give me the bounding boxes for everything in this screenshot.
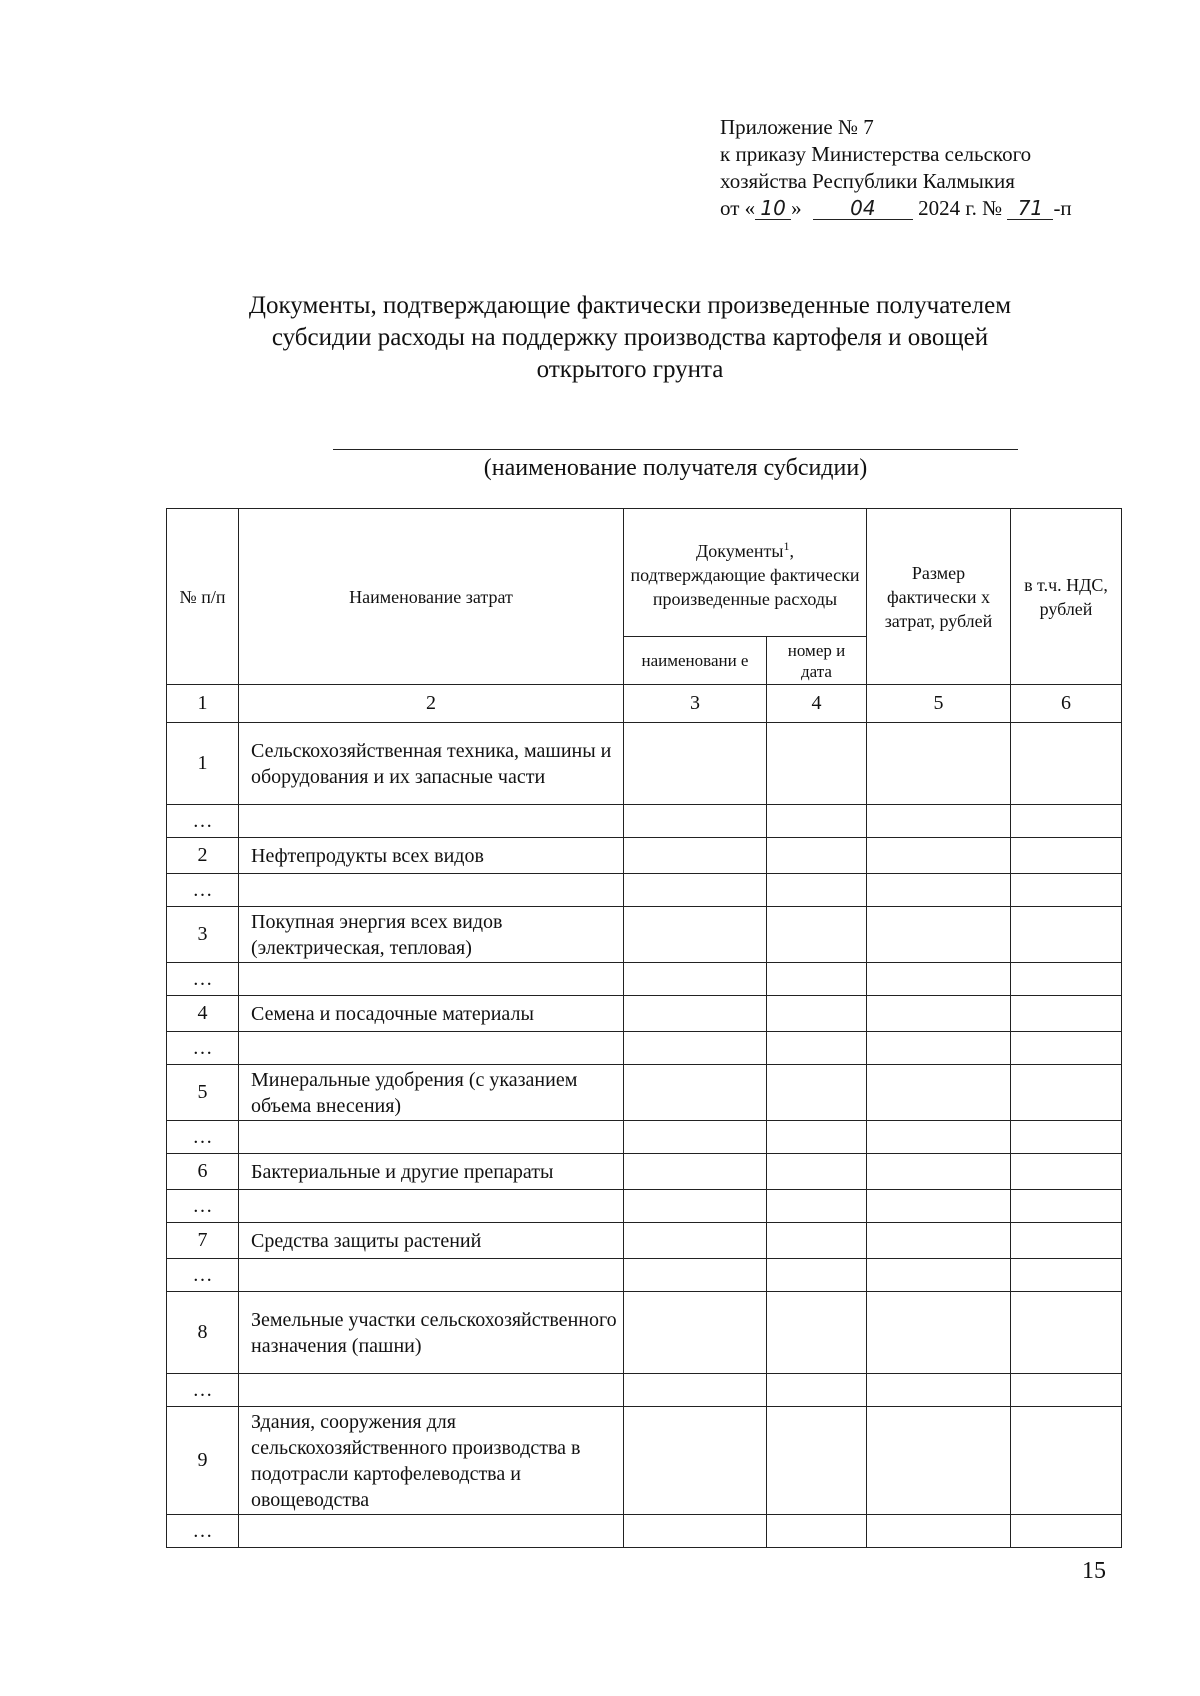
appendix-title: Приложение № 7 <box>720 115 874 139</box>
table-row <box>167 1259 1122 1292</box>
amount-cell[interactable] <box>867 1292 1011 1374</box>
table-row <box>167 1032 1122 1065</box>
table-header-row <box>167 509 1122 637</box>
doc-number-cell[interactable] <box>767 1065 867 1121</box>
doc-name-cell[interactable] <box>624 838 767 874</box>
table-row <box>167 1154 1122 1190</box>
row-number: 4 <box>167 996 239 1032</box>
amount-cell[interactable] <box>867 1190 1011 1223</box>
amount-cell[interactable] <box>867 1121 1011 1154</box>
order-suffix: -п <box>1053 196 1072 220</box>
doc-name-cell[interactable] <box>624 1407 767 1515</box>
row-number: … <box>167 1121 239 1154</box>
vat-cell[interactable] <box>1011 1032 1122 1065</box>
vat-cell[interactable] <box>1011 1515 1122 1548</box>
header-name: Наименование затрат <box>239 509 624 685</box>
handwritten-day: 10 <box>755 197 791 220</box>
table-row <box>167 723 1122 805</box>
doc-name-cell[interactable] <box>624 874 767 907</box>
cost-name: Нефтепродукты всех видов <box>239 838 624 874</box>
recipient-name-line <box>333 449 1018 450</box>
table-row <box>167 838 1122 874</box>
row-number: 1 <box>167 723 239 805</box>
row-number: … <box>167 963 239 996</box>
table-row <box>167 1121 1122 1154</box>
column-number: 5 <box>867 685 1011 723</box>
row-number: 9 <box>167 1407 239 1515</box>
doc-number-cell[interactable] <box>767 1190 867 1223</box>
column-number: 1 <box>167 685 239 723</box>
vat-cell[interactable] <box>1011 1190 1122 1223</box>
doc-number-cell[interactable] <box>767 996 867 1032</box>
cost-name[interactable] <box>239 874 624 907</box>
doc-number-cell[interactable] <box>767 1515 867 1548</box>
title-line-1: Документы, подтверждающие фактически произведенные получателем <box>248 292 1012 319</box>
doc-name-cell[interactable] <box>624 1515 767 1548</box>
vat-cell[interactable] <box>1011 838 1122 874</box>
doc-name-cell[interactable] <box>624 1065 767 1121</box>
amount-cell[interactable] <box>867 874 1011 907</box>
doc-name-cell[interactable] <box>624 723 767 805</box>
header-doc-number: номер и дата <box>767 637 867 685</box>
header-documents-word: Документы <box>695 541 784 561</box>
cost-name[interactable] <box>239 1259 624 1292</box>
amount-cell[interactable] <box>867 1259 1011 1292</box>
table-row <box>167 963 1122 996</box>
vat-cell[interactable] <box>1011 1121 1122 1154</box>
doc-number-cell[interactable] <box>767 1407 867 1515</box>
handwritten-order-number: 71 <box>1007 197 1053 220</box>
cost-name: Бактериальные и другие препараты <box>239 1154 624 1190</box>
amount-cell[interactable] <box>867 723 1011 805</box>
document-title <box>130 290 1130 386</box>
vat-cell[interactable] <box>1011 1065 1122 1121</box>
doc-number-cell[interactable] <box>767 1032 867 1065</box>
doc-number-cell[interactable] <box>767 1374 867 1407</box>
doc-name-cell[interactable] <box>624 1374 767 1407</box>
table-row <box>167 1515 1122 1548</box>
title-line-3: открытого грунта <box>536 356 724 383</box>
doc-name-cell[interactable] <box>624 1154 767 1190</box>
row-number: 2 <box>167 838 239 874</box>
amount-cell[interactable] <box>867 1154 1011 1190</box>
row-number: … <box>167 1515 239 1548</box>
vat-cell[interactable] <box>1011 723 1122 805</box>
header-documents-rest: , подтверждающие фактически произведенные расходы <box>630 541 860 609</box>
cost-name[interactable] <box>239 1374 624 1407</box>
doc-name-cell[interactable] <box>624 1223 767 1259</box>
header-num: № п/п <box>167 509 239 685</box>
column-number: 2 <box>239 685 624 723</box>
table-row <box>167 805 1122 838</box>
column-number: 4 <box>767 685 867 723</box>
row-number: 6 <box>167 1154 239 1190</box>
vat-cell[interactable] <box>1011 996 1122 1032</box>
header-doc-name: наименовани е <box>624 637 767 685</box>
amount-cell[interactable] <box>867 1223 1011 1259</box>
table-row <box>167 907 1122 963</box>
table-row <box>167 1223 1122 1259</box>
vat-cell[interactable] <box>1011 1292 1122 1374</box>
cost-name[interactable] <box>239 1121 624 1154</box>
amount-cell[interactable] <box>867 1374 1011 1407</box>
row-number: 5 <box>167 1065 239 1121</box>
doc-name-cell[interactable] <box>624 996 767 1032</box>
header-vat: в т.ч. НДС, рублей <box>1011 509 1122 685</box>
cost-name[interactable] <box>239 1515 624 1548</box>
row-number: … <box>167 1032 239 1065</box>
doc-name-cell[interactable] <box>624 1032 767 1065</box>
table-row <box>167 1065 1122 1121</box>
column-number: 6 <box>1011 685 1122 723</box>
appendix-header <box>720 114 1072 222</box>
header-documents <box>624 509 867 637</box>
amount-cell[interactable] <box>867 996 1011 1032</box>
vat-cell[interactable] <box>1011 907 1122 963</box>
doc-name-cell[interactable] <box>624 805 767 838</box>
table-row <box>167 996 1122 1032</box>
doc-number-cell[interactable] <box>767 1292 867 1374</box>
vat-cell[interactable] <box>1011 1223 1122 1259</box>
row-number: 7 <box>167 1223 239 1259</box>
cost-name[interactable] <box>239 1190 624 1223</box>
appendix-order-line: к приказу Министерства сельского <box>720 142 1032 166</box>
amount-cell[interactable] <box>867 1515 1011 1548</box>
doc-number-cell[interactable] <box>767 1154 867 1190</box>
table-row <box>167 1292 1122 1374</box>
doc-number-cell[interactable] <box>767 963 867 996</box>
cost-name: Сельскохозяйственная техника, машины и оборудования и их запасные части <box>239 723 624 805</box>
table-row <box>167 1374 1122 1407</box>
amount-cell[interactable] <box>867 1032 1011 1065</box>
date-year: 2024 г. № <box>918 196 1003 220</box>
doc-name-cell[interactable] <box>624 1190 767 1223</box>
amount-cell[interactable] <box>867 963 1011 996</box>
doc-name-cell[interactable] <box>624 963 767 996</box>
cost-name: Здания, сооружения для сельскохозяйственного производства в подотрасли картофелеводства и овощеводства <box>239 1407 624 1515</box>
appendix-date-line <box>720 195 1072 222</box>
amount-cell[interactable] <box>867 805 1011 838</box>
doc-number-cell[interactable] <box>767 1121 867 1154</box>
doc-number-cell[interactable] <box>767 723 867 805</box>
amount-cell[interactable] <box>867 1407 1011 1515</box>
cost-name: Земельные участки сельскохозяйственного назначения (пашни) <box>239 1292 624 1374</box>
row-number: … <box>167 805 239 838</box>
cost-name: Семена и посадочные материалы <box>239 996 624 1032</box>
cost-name: Минеральные удобрения (с указанием объема внесения) <box>239 1065 624 1121</box>
vat-cell[interactable] <box>1011 805 1122 838</box>
cost-name[interactable] <box>239 1032 624 1065</box>
doc-number-cell[interactable] <box>767 1259 867 1292</box>
recipient-caption: (наименование получателя субсидии) <box>483 455 868 481</box>
row-number: 8 <box>167 1292 239 1374</box>
cost-name[interactable] <box>239 963 624 996</box>
appendix-ministry-line: хозяйства Республики Калмыкия <box>720 169 1015 193</box>
vat-cell[interactable] <box>1011 963 1122 996</box>
title-line-2: субсидии расходы на поддержку производства картофеля и овощей <box>271 324 989 351</box>
doc-number-cell[interactable] <box>767 838 867 874</box>
amount-cell[interactable] <box>867 838 1011 874</box>
footnote-marker: 1 <box>783 539 790 553</box>
doc-number-cell[interactable] <box>767 805 867 838</box>
vat-cell[interactable] <box>1011 1259 1122 1292</box>
amount-cell[interactable] <box>867 907 1011 963</box>
column-number-row <box>167 685 1122 723</box>
vat-cell[interactable] <box>1011 874 1122 907</box>
vat-cell[interactable] <box>1011 1154 1122 1190</box>
table-row <box>167 1190 1122 1223</box>
vat-cell[interactable] <box>1011 1374 1122 1407</box>
doc-name-cell[interactable] <box>624 1121 767 1154</box>
date-prefix: от « <box>720 196 756 220</box>
cost-name: Покупная энергия всех видов (электрическая, тепловая) <box>239 907 624 963</box>
row-number: 3 <box>167 907 239 963</box>
doc-name-cell[interactable] <box>624 1259 767 1292</box>
row-number: … <box>167 1259 239 1292</box>
row-number: … <box>167 1374 239 1407</box>
doc-number-cell[interactable] <box>767 907 867 963</box>
cost-name[interactable] <box>239 805 624 838</box>
doc-name-cell[interactable] <box>624 1292 767 1374</box>
cost-name: Средства защиты растений <box>239 1223 624 1259</box>
amount-cell[interactable] <box>867 1065 1011 1121</box>
row-number: … <box>167 874 239 907</box>
header-amount: Размер фактически х затрат, рублей <box>867 509 1011 685</box>
costs-table <box>166 508 1122 1548</box>
doc-name-cell[interactable] <box>624 907 767 963</box>
column-number: 3 <box>624 685 767 723</box>
table-row <box>167 874 1122 907</box>
doc-number-cell[interactable] <box>767 1223 867 1259</box>
vat-cell[interactable] <box>1011 1407 1122 1515</box>
date-mid: » <box>791 196 802 220</box>
row-number: … <box>167 1190 239 1223</box>
table-row <box>167 1407 1122 1515</box>
doc-number-cell[interactable] <box>767 874 867 907</box>
page-number: 15 <box>1082 1558 1106 1584</box>
handwritten-month: 04 <box>813 197 913 220</box>
